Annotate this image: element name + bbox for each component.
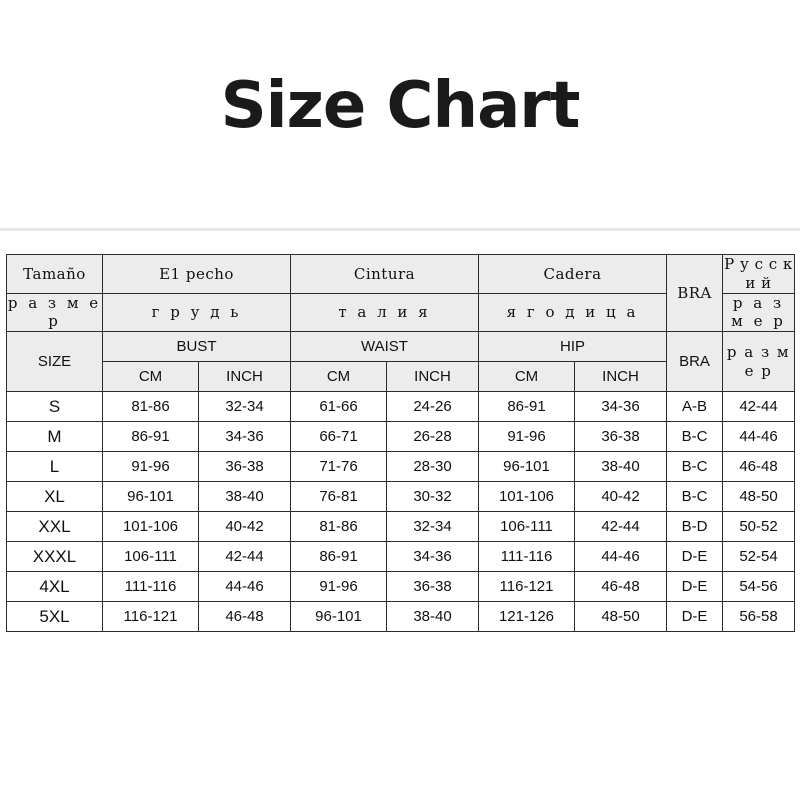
size-chart-table-wrapper bbox=[6, 254, 794, 632]
cell-waist-cm: 81-86 bbox=[291, 512, 387, 542]
cell-rus: 48-50 bbox=[723, 482, 795, 512]
cell-rus: 44-46 bbox=[723, 422, 795, 452]
table-row bbox=[7, 572, 795, 602]
header-bra: BRA bbox=[667, 255, 723, 332]
cell-size: L bbox=[7, 452, 103, 482]
cell-size: 4XL bbox=[7, 572, 103, 602]
cell-rus: 56-58 bbox=[723, 602, 795, 632]
header-row-english bbox=[7, 332, 795, 362]
cell-bra: A-B bbox=[667, 392, 723, 422]
cell-size: M bbox=[7, 422, 103, 452]
unit-waist-cm: CM bbox=[291, 362, 387, 392]
cell-waist-cm: 96-101 bbox=[291, 602, 387, 632]
cell-bust-inch: 36-38 bbox=[199, 452, 291, 482]
cell-size: S bbox=[7, 392, 103, 422]
cell-bust-inch: 32-34 bbox=[199, 392, 291, 422]
header-bust-ru: г р у д ь bbox=[103, 293, 291, 332]
cell-bra: D-E bbox=[667, 602, 723, 632]
cell-bust-cm: 101-106 bbox=[103, 512, 199, 542]
header-russian-size-label: р а з м е р bbox=[723, 293, 795, 332]
cell-hip-cm: 121-126 bbox=[479, 602, 575, 632]
cell-bust-cm: 81-86 bbox=[103, 392, 199, 422]
cell-size: XXXL bbox=[7, 542, 103, 572]
cell-size: XXL bbox=[7, 512, 103, 542]
table-row bbox=[7, 452, 795, 482]
cell-bra: B-C bbox=[667, 452, 723, 482]
cell-waist-inch: 32-34 bbox=[387, 512, 479, 542]
cell-hip-cm: 91-96 bbox=[479, 422, 575, 452]
unit-waist-inch: INCH bbox=[387, 362, 479, 392]
header-divider bbox=[0, 228, 800, 231]
cell-waist-inch: 30-32 bbox=[387, 482, 479, 512]
header-row-spanish bbox=[7, 255, 795, 294]
header-waist-ru: т а л и я bbox=[291, 293, 479, 332]
table-row bbox=[7, 422, 795, 452]
cell-hip-cm: 116-121 bbox=[479, 572, 575, 602]
cell-hip-inch: 42-44 bbox=[575, 512, 667, 542]
table-row bbox=[7, 602, 795, 632]
cell-bust-cm: 111-116 bbox=[103, 572, 199, 602]
title-band bbox=[0, 0, 800, 228]
cell-rus: 54-56 bbox=[723, 572, 795, 602]
cell-waist-inch: 26-28 bbox=[387, 422, 479, 452]
header-size-en: SIZE bbox=[7, 332, 103, 392]
cell-bust-inch: 34-36 bbox=[199, 422, 291, 452]
header-waist-es: Cintura bbox=[291, 255, 479, 294]
cell-hip-inch: 34-36 bbox=[575, 392, 667, 422]
cell-hip-cm: 86-91 bbox=[479, 392, 575, 422]
cell-rus: 52-54 bbox=[723, 542, 795, 572]
cell-bra: B-C bbox=[667, 422, 723, 452]
cell-bust-cm: 96-101 bbox=[103, 482, 199, 512]
cell-waist-inch: 24-26 bbox=[387, 392, 479, 422]
cell-bust-cm: 116-121 bbox=[103, 602, 199, 632]
cell-bust-cm: 106-111 bbox=[103, 542, 199, 572]
unit-hip-cm: CM bbox=[479, 362, 575, 392]
header-bra-en: BRA bbox=[667, 332, 723, 392]
cell-bust-inch: 38-40 bbox=[199, 482, 291, 512]
cell-hip-inch: 48-50 bbox=[575, 602, 667, 632]
size-chart-table bbox=[6, 254, 795, 632]
cell-bust-cm: 86-91 bbox=[103, 422, 199, 452]
cell-bust-inch: 40-42 bbox=[199, 512, 291, 542]
cell-hip-inch: 44-46 bbox=[575, 542, 667, 572]
header-hip-es: Cadera bbox=[479, 255, 667, 294]
cell-waist-inch: 36-38 bbox=[387, 572, 479, 602]
cell-bust-inch: 46-48 bbox=[199, 602, 291, 632]
cell-rus: 50-52 bbox=[723, 512, 795, 542]
header-size-ru: р а з м е р bbox=[7, 294, 102, 331]
header-russian-size-label-2: р а з м е р bbox=[723, 332, 795, 392]
cell-hip-cm: 96-101 bbox=[479, 452, 575, 482]
cell-hip-inch: 36-38 bbox=[575, 422, 667, 452]
cell-bust-cm: 91-96 bbox=[103, 452, 199, 482]
header-bust-es: E1 pecho bbox=[103, 255, 291, 294]
header-size-es: Tamaño bbox=[7, 255, 103, 294]
cell-hip-inch: 38-40 bbox=[575, 452, 667, 482]
table-row bbox=[7, 512, 795, 542]
header-bust-en: BUST bbox=[103, 332, 291, 362]
cell-waist-cm: 66-71 bbox=[291, 422, 387, 452]
cell-bra: D-E bbox=[667, 572, 723, 602]
cell-waist-inch: 34-36 bbox=[387, 542, 479, 572]
cell-hip-cm: 101-106 bbox=[479, 482, 575, 512]
cell-waist-inch: 38-40 bbox=[387, 602, 479, 632]
cell-rus: 42-44 bbox=[723, 392, 795, 422]
cell-bra: B-D bbox=[667, 512, 723, 542]
cell-waist-cm: 91-96 bbox=[291, 572, 387, 602]
cell-bust-inch: 44-46 bbox=[199, 572, 291, 602]
cell-hip-inch: 46-48 bbox=[575, 572, 667, 602]
header-hip-ru: я г о д и ц а bbox=[479, 293, 667, 332]
cell-waist-cm: 71-76 bbox=[291, 452, 387, 482]
cell-bust-inch: 42-44 bbox=[199, 542, 291, 572]
table-row bbox=[7, 392, 795, 422]
cell-waist-cm: 61-66 bbox=[291, 392, 387, 422]
header-hip-en: HIP bbox=[479, 332, 667, 362]
cell-bra: D-E bbox=[667, 542, 723, 572]
cell-hip-cm: 106-111 bbox=[479, 512, 575, 542]
cell-size: 5XL bbox=[7, 602, 103, 632]
unit-bust-cm: CM bbox=[103, 362, 199, 392]
header-waist-en: WAIST bbox=[291, 332, 479, 362]
cell-waist-cm: 86-91 bbox=[291, 542, 387, 572]
cell-hip-inch: 40-42 bbox=[575, 482, 667, 512]
cell-bra: B-C bbox=[667, 482, 723, 512]
unit-bust-inch: INCH bbox=[199, 362, 291, 392]
cell-size: XL bbox=[7, 482, 103, 512]
cell-waist-inch: 28-30 bbox=[387, 452, 479, 482]
unit-hip-inch: INCH bbox=[575, 362, 667, 392]
table-row bbox=[7, 542, 795, 572]
cell-rus: 46-48 bbox=[723, 452, 795, 482]
header-russian-label: Р у с с к и й bbox=[724, 255, 793, 292]
cell-waist-cm: 76-81 bbox=[291, 482, 387, 512]
cell-hip-cm: 111-116 bbox=[479, 542, 575, 572]
table-row bbox=[7, 482, 795, 512]
page-title: Size Chart bbox=[220, 69, 580, 143]
